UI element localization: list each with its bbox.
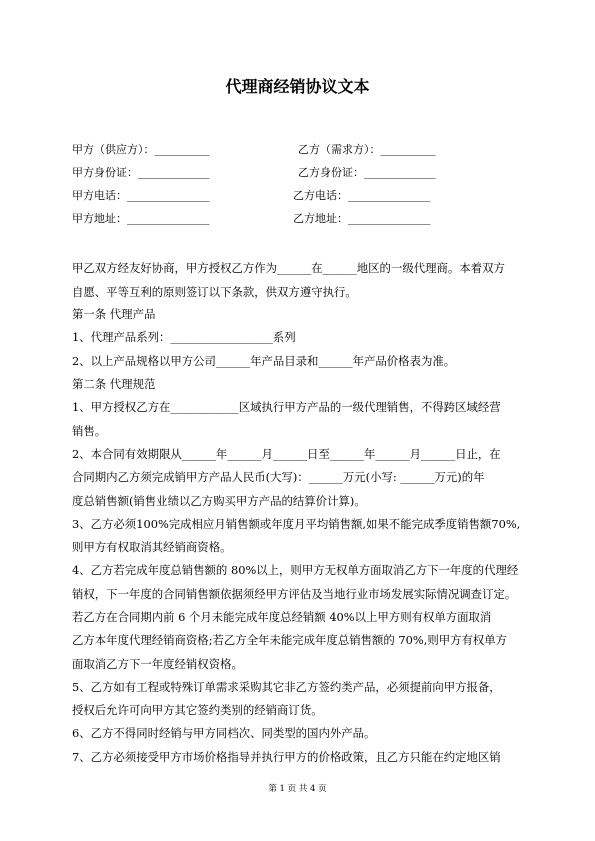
- body-line: 乙方本年度代理经销商资格;若乙方全年未能完成年度总销售额的 70%,则甲方有权单方: [72, 633, 508, 647]
- body-line: 合同期内乙方须完成销甲方产品人民币(大写)：______万元(小写: ______万元)的年: [72, 470, 485, 484]
- body-line: 面取消乙方下一年度经销权资格。: [72, 657, 243, 671]
- party-a-id-field: 甲方身份证：_____________: [72, 166, 210, 179]
- body-line: 若乙方在合同期内前 6 个月未能完成年度总经销额 40%以上甲方则有权单方面取消: [72, 610, 492, 624]
- body-line: 度总销售额(销售业绩以乙方购买甲方产品的结算价计算)。: [72, 494, 366, 508]
- body-line: 1、代理产品系列：__________________系列: [72, 330, 296, 344]
- party-a-phone-field: 甲方电话：_______________: [72, 189, 210, 202]
- body-line: 自愿、平等互利的原则签订以下条款，供双方遵守执行。: [72, 285, 357, 299]
- body-line: 7、乙方必须接受甲方市场价格指导并执行甲方的价格政策，且乙方只能在约定地区销: [72, 750, 501, 764]
- party-b-name-field: 乙方（需求方）：__________: [298, 143, 436, 156]
- party-b-phone-field: 乙方电话：_______________: [293, 189, 431, 202]
- body-line: 则甲方有权取消其经销商资格。: [72, 540, 232, 554]
- body-line: 授权后允许可向甲方其它签约类别的经销商订货。: [72, 703, 323, 717]
- section-heading: 第二条 代理规范: [72, 377, 156, 391]
- party-a-address-field: 甲方地址：_______________: [72, 212, 210, 225]
- document-title: 代理商经销协议文本: [225, 77, 370, 96]
- body-line: 2、本合同有效期限从______年______月______日至______年______月______日止，在: [72, 447, 501, 461]
- body-line: 1、甲方授权乙方在____________区域执行甲方产品的一级代理销售，不得跨区域经营: [72, 400, 501, 414]
- party-b-address-field: 乙方地址：_______________: [293, 212, 431, 225]
- body-line: 销售。: [72, 424, 107, 438]
- page-footer: 第 1 页 共 4 页: [268, 784, 327, 794]
- party-a-name-field: 甲方（供应方）：__________: [72, 143, 210, 156]
- body-line: 2、以上产品规格以甲方公司______年产品目录和______年产品价格表为准。: [72, 354, 456, 368]
- body-line: 甲乙双方经友好协商，甲方授权乙方作为______在______地区的一级代理商。本着双方: [72, 261, 505, 275]
- body-line: 3、乙方必须100%完成相应月销售额或年度月平均销售额,如果不能完成季度销售额70%,: [72, 517, 521, 531]
- body-line: 6、乙方不得同时经销与甲方同档次、同类型的国内外产品。: [72, 726, 376, 740]
- body-line: 4、乙方若完成年度总销售额的 80%以上，则甲方无权单方面取消乙方下一年度的代理经: [72, 563, 519, 577]
- section-heading: 第一条 代理产品: [72, 307, 156, 321]
- body-line: 销权，下一年度的合同销售额依据须经甲方评估及当地行业市场发展实际情况调查订定。: [72, 587, 517, 601]
- body-line: 5、乙方如有工程或特殊订单需求采购其它非乙方签约类产品，必须提前向甲方报备，: [72, 680, 501, 694]
- party-b-id-field: 乙方身份证：_____________: [298, 166, 436, 179]
